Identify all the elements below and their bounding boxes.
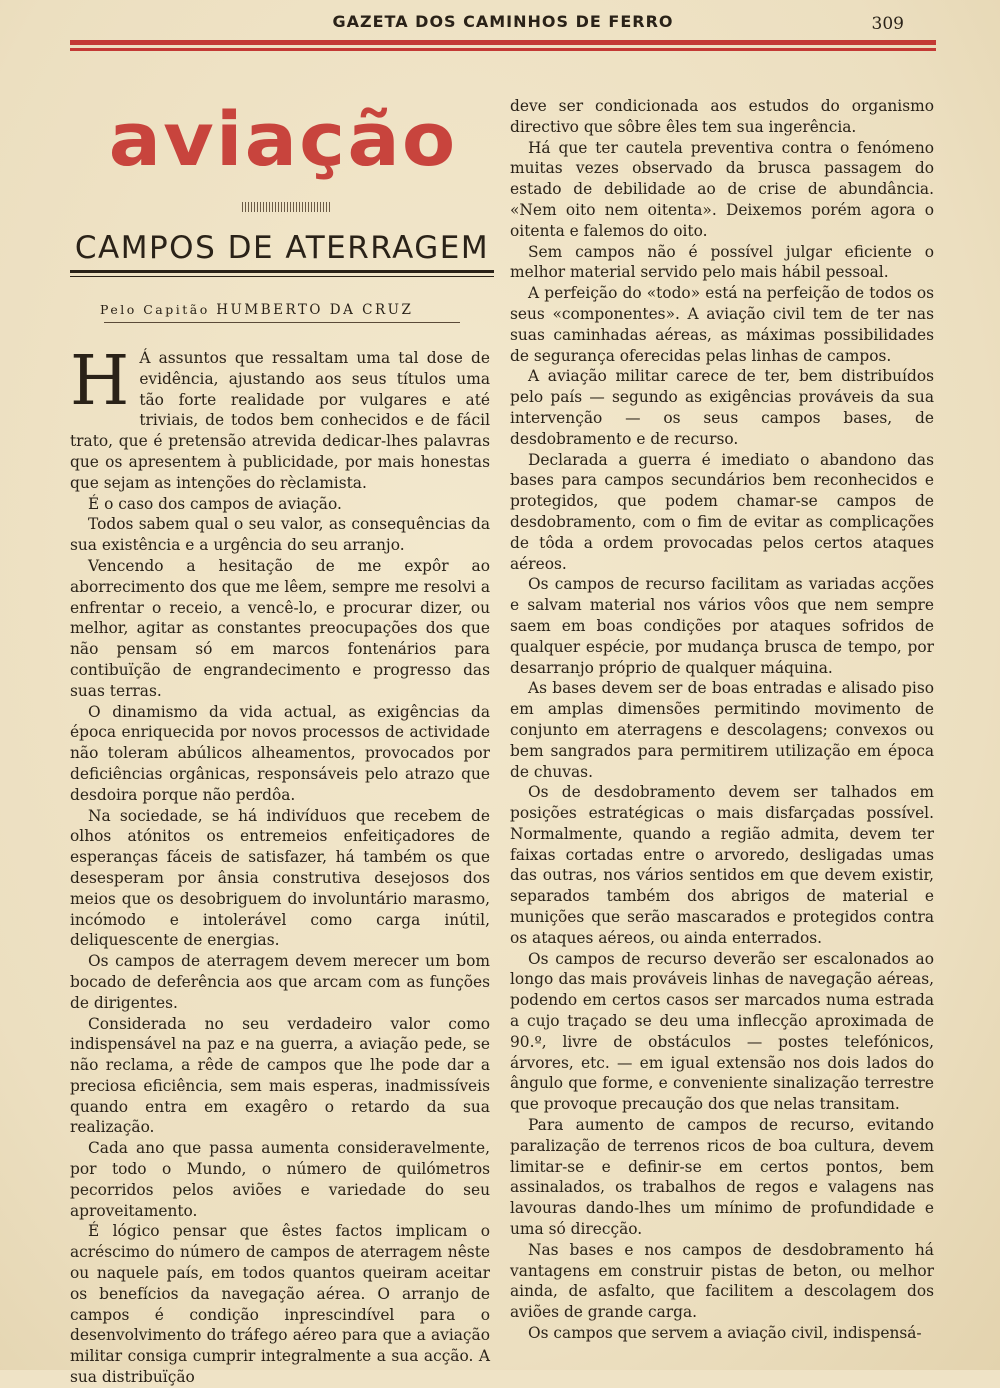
- paragraph: Cada ano que passa aumenta consideravelmente, por todo o Mundo, o número de quilómetros pecorridos pelos aviões e variedade do seu aproveitamento.: [70, 1139, 490, 1220]
- paragraph: Os campos de recurso facilitam as variadas acções e salvam material nos vários vôos que nem sempre saem em boas condições por ataques sofridos de qualquer espécie, por mudança brusca de tempo, por desarranjo próprio de qualquer máquina.: [510, 575, 934, 677]
- article-title: CAMPOS DE ATERRAGEM: [74, 230, 490, 266]
- paragraph: Declarada a guerra é imediato o abandono das bases para campos secundários bem reconhecidos e protegidos, que podem chamar-se campos de desdobramento, com o fim de evitar as complicações de tôda a ordem provocadas pelos certos ataques aéreos.: [510, 450, 934, 573]
- paragraph: Todos sabem qual o seu valor, as consequências da sua existência e a urgência do seu arranjo.: [70, 515, 490, 555]
- paragraph: H Á assuntos que ressaltam uma tal dose de evidência, ajustando aos seus títulos uma tão forte realidade por vulgares e até triviais, de todos bem conhecidos e de fácil trato, que é pretensão atrevida dedicar-lhes palavras que os apresentem à publicidade, por mais honestas que sejam as intenções do rèclamista.: [70, 342, 490, 492]
- ornament-divider: [242, 202, 332, 212]
- byline-rule: [104, 322, 460, 323]
- paragraph: A aviação militar carece de ter, bem distribuídos pelo país — segundo as exigências prováveis da sua intervenção — os seus campos bases, de desdobramento e de recurso.: [510, 367, 934, 448]
- byline-prefix: Pelo Capitão: [100, 302, 210, 317]
- paragraph: Para aumento de campos de recurso, evitando paralização de terrenos ricos de boa cultura, devem limitar-se e definir-se em certos pontos, bem assinalados, os trabalhos de regos e valagens nas lavouras dando-lhes um mínimo de profundidade e uma só direcção.: [510, 1116, 934, 1239]
- paragraph: Os campos de aterragem devem merecer um bom bocado de deferência aos que arcam com as funções de dirigentes.: [70, 952, 490, 1012]
- title-rule-thin: [70, 276, 494, 277]
- drop-cap: H: [70, 342, 130, 421]
- paragraph: Nas bases e nos campos de desdobramento há vantagens em construir pistas de beton, ou melhor ainda, de asfalto, que facilitem a descolagem dos aviões de grande carga.: [510, 1240, 934, 1322]
- paragraph: A perfeição do «todo» está na perfeição de todos os seus «componentes». A aviação civil tem de ter nas suas caminhadas aéreas, as máximas possibilidades de segurança oferecidas pelas linhas de campos.: [510, 284, 934, 365]
- page-number: 309: [871, 14, 904, 34]
- journal-name: GAZETA DOS CAMINHOS DE FERRO: [332, 12, 674, 31]
- right-column: [510, 96, 934, 1344]
- paragraph: Os campos que servem a aviação civil, indispensá-: [528, 1324, 922, 1343]
- byline-author: HUMBERTO DA CRUZ: [216, 302, 414, 318]
- header-rule-thin: [70, 48, 936, 51]
- paragraph: Os campos de recurso deverão ser escalonados ao longo das mais prováveis linhas de navegação aéreas, podendo em certos casos ser marcados numa estrada a cujo traçado se deu uma inflecção aproximada de 90.º, livre de obstáculos — postes telefónicos, árvores, etc. — em igual extensão nos dois lados do ângulo que forme, e conveniente sinalização terrestre que provoque precaução dos que nelas transitam.: [510, 949, 934, 1114]
- paragraph: É lógico pensar que êstes factos implicam o acréscimo do número de campos de aterragem nêste ou naquele país, em todos quantos queiram aceitar os benefícios da navegação aérea. O arranjo de campos é condição inprescindível para o desenvolvimento do tráfego aéreo para que a aviação militar consiga cumprir integralmente a sua acção. A sua distribuïção: [70, 1222, 490, 1387]
- paragraph: O dinamismo da vida actual, as exigências da época enriquecida por novos processos de actividade não toleram abúlicos alheamentos, provocados por deficiências orgânicas, responsáveis pelo atrazo que desdoira porque não perdôa.: [70, 702, 490, 804]
- paragraph: É o caso dos campos de aviação.: [88, 494, 342, 513]
- paragraph: Há que ter cautela preventiva contra o fenómeno muitas vezes observado da brusca passagem do estado de debilidade ao de crise de abundância. «Nem oito nem oitenta». Deixemos porém agora o oitenta e falemos do oito.: [510, 138, 934, 240]
- paragraph: As bases devem ser de boas entradas e alisado piso em amplas dimensões permitindo movimento de conjunto em aterragens e descolagens; convexos ou bem sangrados para permitirem utilização em época de chuvas.: [510, 679, 934, 781]
- section-title-aviacao: aviação: [108, 97, 458, 183]
- header-rule-thick: [70, 40, 936, 45]
- paragraph: Considerada no seu verdadeiro valor como indispensável na paz e na guerra, a aviação pede, se não reclama, a rêde de campos que lhe pode dar a preciosa eficiência, sem mais esperas, inadmissíveis quando entra em exagêro o retardo da sua realização.: [70, 1014, 490, 1137]
- paragraph: deve ser condicionada aos estudos do organismo directivo que sôbre êles tem sua ingerência.: [510, 97, 934, 136]
- paragraph: Na sociedade, se há indivíduos que recebem de olhos atónitos os entremeios enfeitiçadores de esperanças fáceis de satisfazer, há também os que desesperam por ânsia construtiva desejosos dos meios que os desobriguem do involuntário marasmo, incómodo e intolerável como carga inútil, deliquescente de energias.: [70, 806, 490, 950]
- paragraph: Vencendo a hesitação de me expôr ao aborrecimento dos que me lêem, sempre me resolvi a enfrentar o receio, a vencê-lo, e procurar dizer, ou melhor, agitar as constantes preocupações dos que não pensam só em marcos fontenários para contibuïção de engrandecimento e progresso das suas terras.: [70, 556, 490, 700]
- left-column: [70, 342, 490, 1388]
- title-rule-thick: [70, 270, 494, 273]
- paragraph: Sem campos não é possível julgar eficiente o melhor material servido pelo mais hábil pessoal.: [510, 242, 934, 282]
- byline: [100, 302, 460, 318]
- running-header: [70, 8, 936, 52]
- paragraph: Os de desdobramento devem ser talhados em posições estratégicas o mais disfarçadas possível. Normalmente, quando a região admita, devem ter faixas cortadas entre o arvoredo, desligadas umas das outras, nos vários sentidos em que devem existir, separados também dos abrigos de material e munições que serão mascarados e protegidos contra os ataques aéreos, ou ainda enterrados.: [510, 783, 934, 947]
